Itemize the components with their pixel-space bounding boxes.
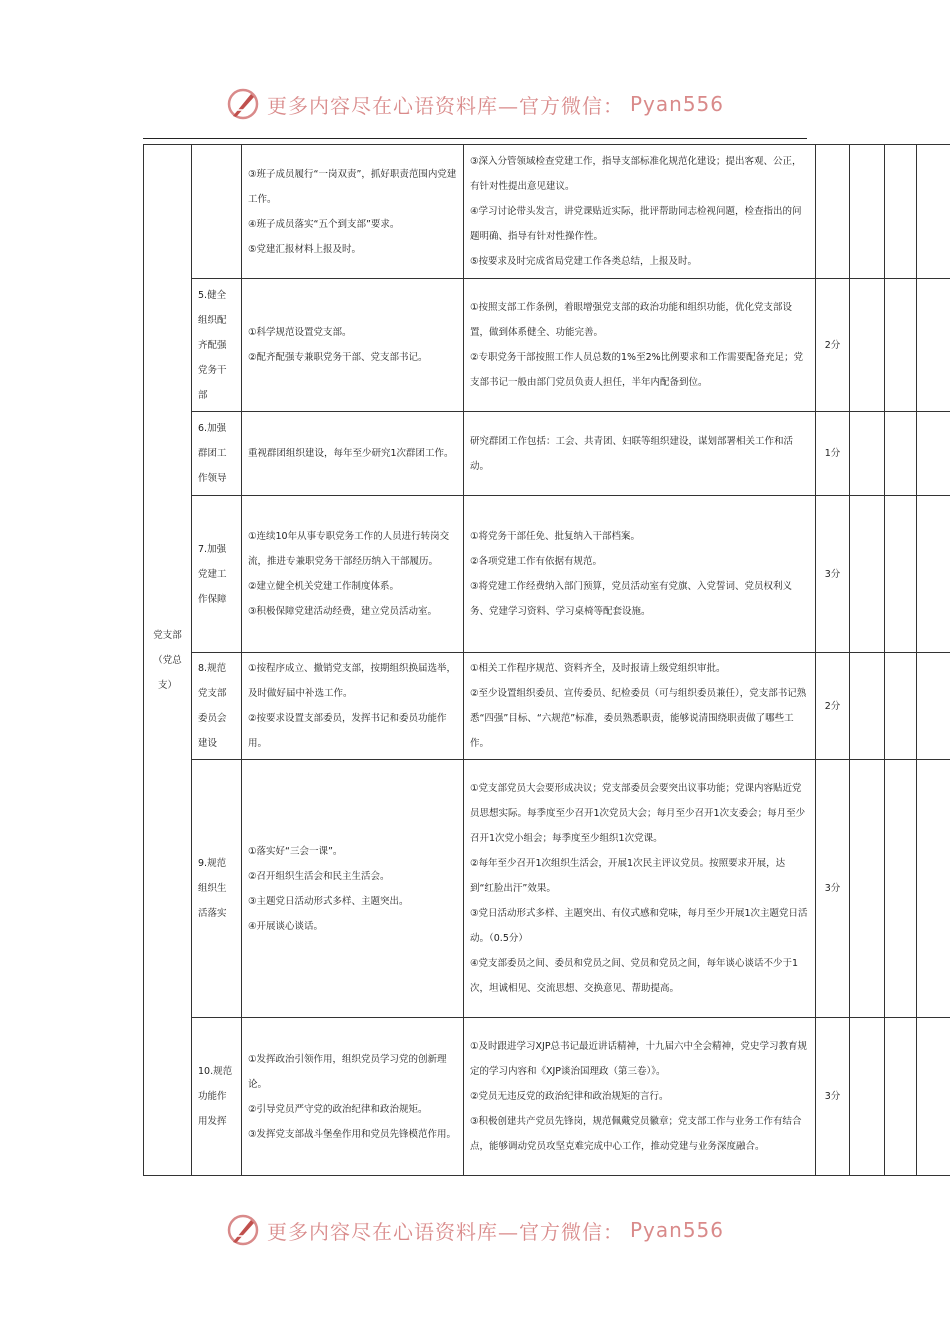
- blank-cell: [885, 279, 917, 412]
- blank-cell: [850, 412, 885, 496]
- requirement-cell: ①科学规范设置党支部。 ②配齐配强专兼职党务干部、党支部书记。: [242, 279, 464, 412]
- blank-cell: [850, 145, 885, 279]
- table-row: [144, 760, 950, 1018]
- blank-cell: [917, 653, 950, 760]
- score-cell: 3分: [816, 760, 850, 1018]
- blank-cell: [885, 760, 917, 1018]
- blank-cell: [885, 412, 917, 496]
- wechat-handle: Pyan556: [630, 1218, 725, 1242]
- requirement-cell: ①落实好“三会一课”。 ②召开组织生活会和民主生活会。 ③主题党日活动形式多样、主题突出。 ④开展谈心谈话。: [242, 760, 464, 1018]
- blank-cell: [850, 279, 885, 412]
- item-cell: 8.规范党支部委员会建设: [192, 653, 242, 760]
- item-cell: 9.规范组织生活落实: [192, 760, 242, 1018]
- blank-cell: [917, 1018, 950, 1176]
- score-cell: 3分: [816, 1018, 850, 1176]
- item-cell: 7.加强党建工作保障: [192, 496, 242, 653]
- blank-cell: [885, 496, 917, 653]
- blank-cell: [885, 1018, 917, 1176]
- table-row: [144, 1018, 950, 1176]
- blank-cell: [917, 760, 950, 1018]
- blank-cell: [850, 496, 885, 653]
- wechat-handle: Pyan556: [630, 92, 725, 116]
- quill-logo-icon: [225, 1212, 261, 1248]
- standard-cell: ①及时跟进学习XJP总书记最近讲话精神，十九届六中全会精神，党史学习教育规定的学习内容和《XJP谈治国理政（第三卷）》。 ②党员无违反党的政治纪律和政治规矩的言行。 ③积极创建共产党员先锋岗，规范佩戴党员徽章；党支部工作与业务工作有结合点，能够调动党员攻坚克难完成中心工作，推动党建与业务深度融合。: [464, 1018, 816, 1176]
- score-cell: 3分: [816, 496, 850, 653]
- standard-cell: 研究群团工作包括：工会、共青团、妇联等组织建设，谋划部署相关工作和活动。: [464, 412, 816, 496]
- table-row: [144, 279, 950, 412]
- blank-cell: [850, 1018, 885, 1176]
- standard-cell: ①党支部党员大会要形成决议；党支部委员会要突出议事功能；党课内容贴近党员思想实际。每季度至少召开1次党员大会；每月至少召开1次支委会；每月至少召开1次党小组会；每季度至少组织1次党课。 ②每年至少召开1次组织生活会，开展1次民主评议党员。按照要求开展，达到“红脸出汗”效果。 ③党日活动形式多样、主题突出、有仪式感和党味，每月至少开展1次主题党日活动。（0.5分） ④党支部委员之间、委员和党员之间、党员和党员之间，每年谈心谈话不少于1次，坦诚相见、交流思想、交换意见、帮助提高。: [464, 760, 816, 1018]
- item-cell: 10.规范功能作用发挥: [192, 1018, 242, 1176]
- score-cell: [816, 145, 850, 279]
- item-cell: [192, 145, 242, 279]
- assessment-table: [143, 144, 950, 1176]
- requirement-cell: 重视群团组织建设，每年至少研究1次群团工作。: [242, 412, 464, 496]
- requirement-cell: ③班子成员履行“一岗双责”，抓好职责范围内党建工作。 ④班子成员落实“五个到支部”要求。 ⑤党建汇报材料上报及时。: [242, 145, 464, 279]
- standard-cell: ①按照支部工作条例，着眼增强党支部的政治功能和组织功能，优化党支部设置，做到体系健全、功能完善。 ②专职党务干部按照工作人员总数的1%至2%比例要求和工作需要配备充足；党支部书记一般由部门党员负责人担任，半年内配备到位。: [464, 279, 816, 412]
- score-cell: 2分: [816, 653, 850, 760]
- standard-cell: ①相关工作程序规范、资料齐全，及时报请上级党组织审批。 ②至少设置组织委员、宣传委员、纪检委员（可与组织委员兼任），党支部书记熟悉“四强”目标、“六规范”标准，委员熟悉职责，能够说清围绕职责做了哪些工作。: [464, 653, 816, 760]
- table-row: [144, 145, 950, 279]
- table-row: [144, 653, 950, 760]
- blank-cell: [917, 412, 950, 496]
- standard-cell: ①将党务干部任免、批复纳入干部档案。 ②各项党建工作有依据有规范。 ③将党建工作经费纳入部门预算，党员活动室有党旗、入党誓词、党员权利义务、党建学习资料、学习桌椅等配套设施。: [464, 496, 816, 653]
- header-watermark: [225, 84, 745, 124]
- quill-logo-icon: [225, 86, 261, 122]
- requirement-cell: ①发挥政治引领作用，组织党员学习党的创新理论。 ②引导党员严守党的政治纪律和政治规矩。 ③发挥党支部战斗堡垒作用和党员先锋模范作用。: [242, 1018, 464, 1176]
- header-divider: [143, 138, 807, 139]
- standard-cell: ③深入分管领域检查党建工作，指导支部标准化规范化建设；提出客观、公正，有针对性提出意见建议。 ④学习讨论带头发言，讲党课贴近实际，批评帮助同志检视问题，检查指出的问题明确、指导有针对性操作性。 ⑤按要求及时完成省局党建工作各类总结，上报及时。: [464, 145, 816, 279]
- blank-cell: [885, 145, 917, 279]
- blank-cell: [850, 760, 885, 1018]
- item-cell: 6.加强群团工作领导: [192, 412, 242, 496]
- score-cell: 2分: [816, 279, 850, 412]
- watermark-text: 更多内容尽在心语资料库—官方微信：: [267, 1219, 624, 1244]
- section-label: 党支部（党总支）: [144, 145, 192, 1176]
- requirement-cell: ①连续10年从事专职党务工作的人员进行转岗交流，推进专兼职党务干部经历纳入干部履历。 ②建立健全机关党建工作制度体系。 ③积极保障党建活动经费，建立党员活动室。: [242, 496, 464, 653]
- blank-cell: [917, 496, 950, 653]
- table-row: [144, 496, 950, 653]
- blank-cell: [850, 653, 885, 760]
- footer-watermark: [225, 1210, 745, 1250]
- requirement-cell: ①按程序成立、撤销党支部，按期组织换届选举，及时做好届中补选工作。 ②按要求设置支部委员，发挥书记和委员功能作用。: [242, 653, 464, 760]
- blank-cell: [917, 145, 950, 279]
- table-row: [144, 412, 950, 496]
- score-cell: 1分: [816, 412, 850, 496]
- blank-cell: [885, 653, 917, 760]
- blank-cell: [917, 279, 950, 412]
- item-cell: 5.健全组织配齐配强党务干部: [192, 279, 242, 412]
- watermark-text: 更多内容尽在心语资料库—官方微信：: [267, 93, 624, 118]
